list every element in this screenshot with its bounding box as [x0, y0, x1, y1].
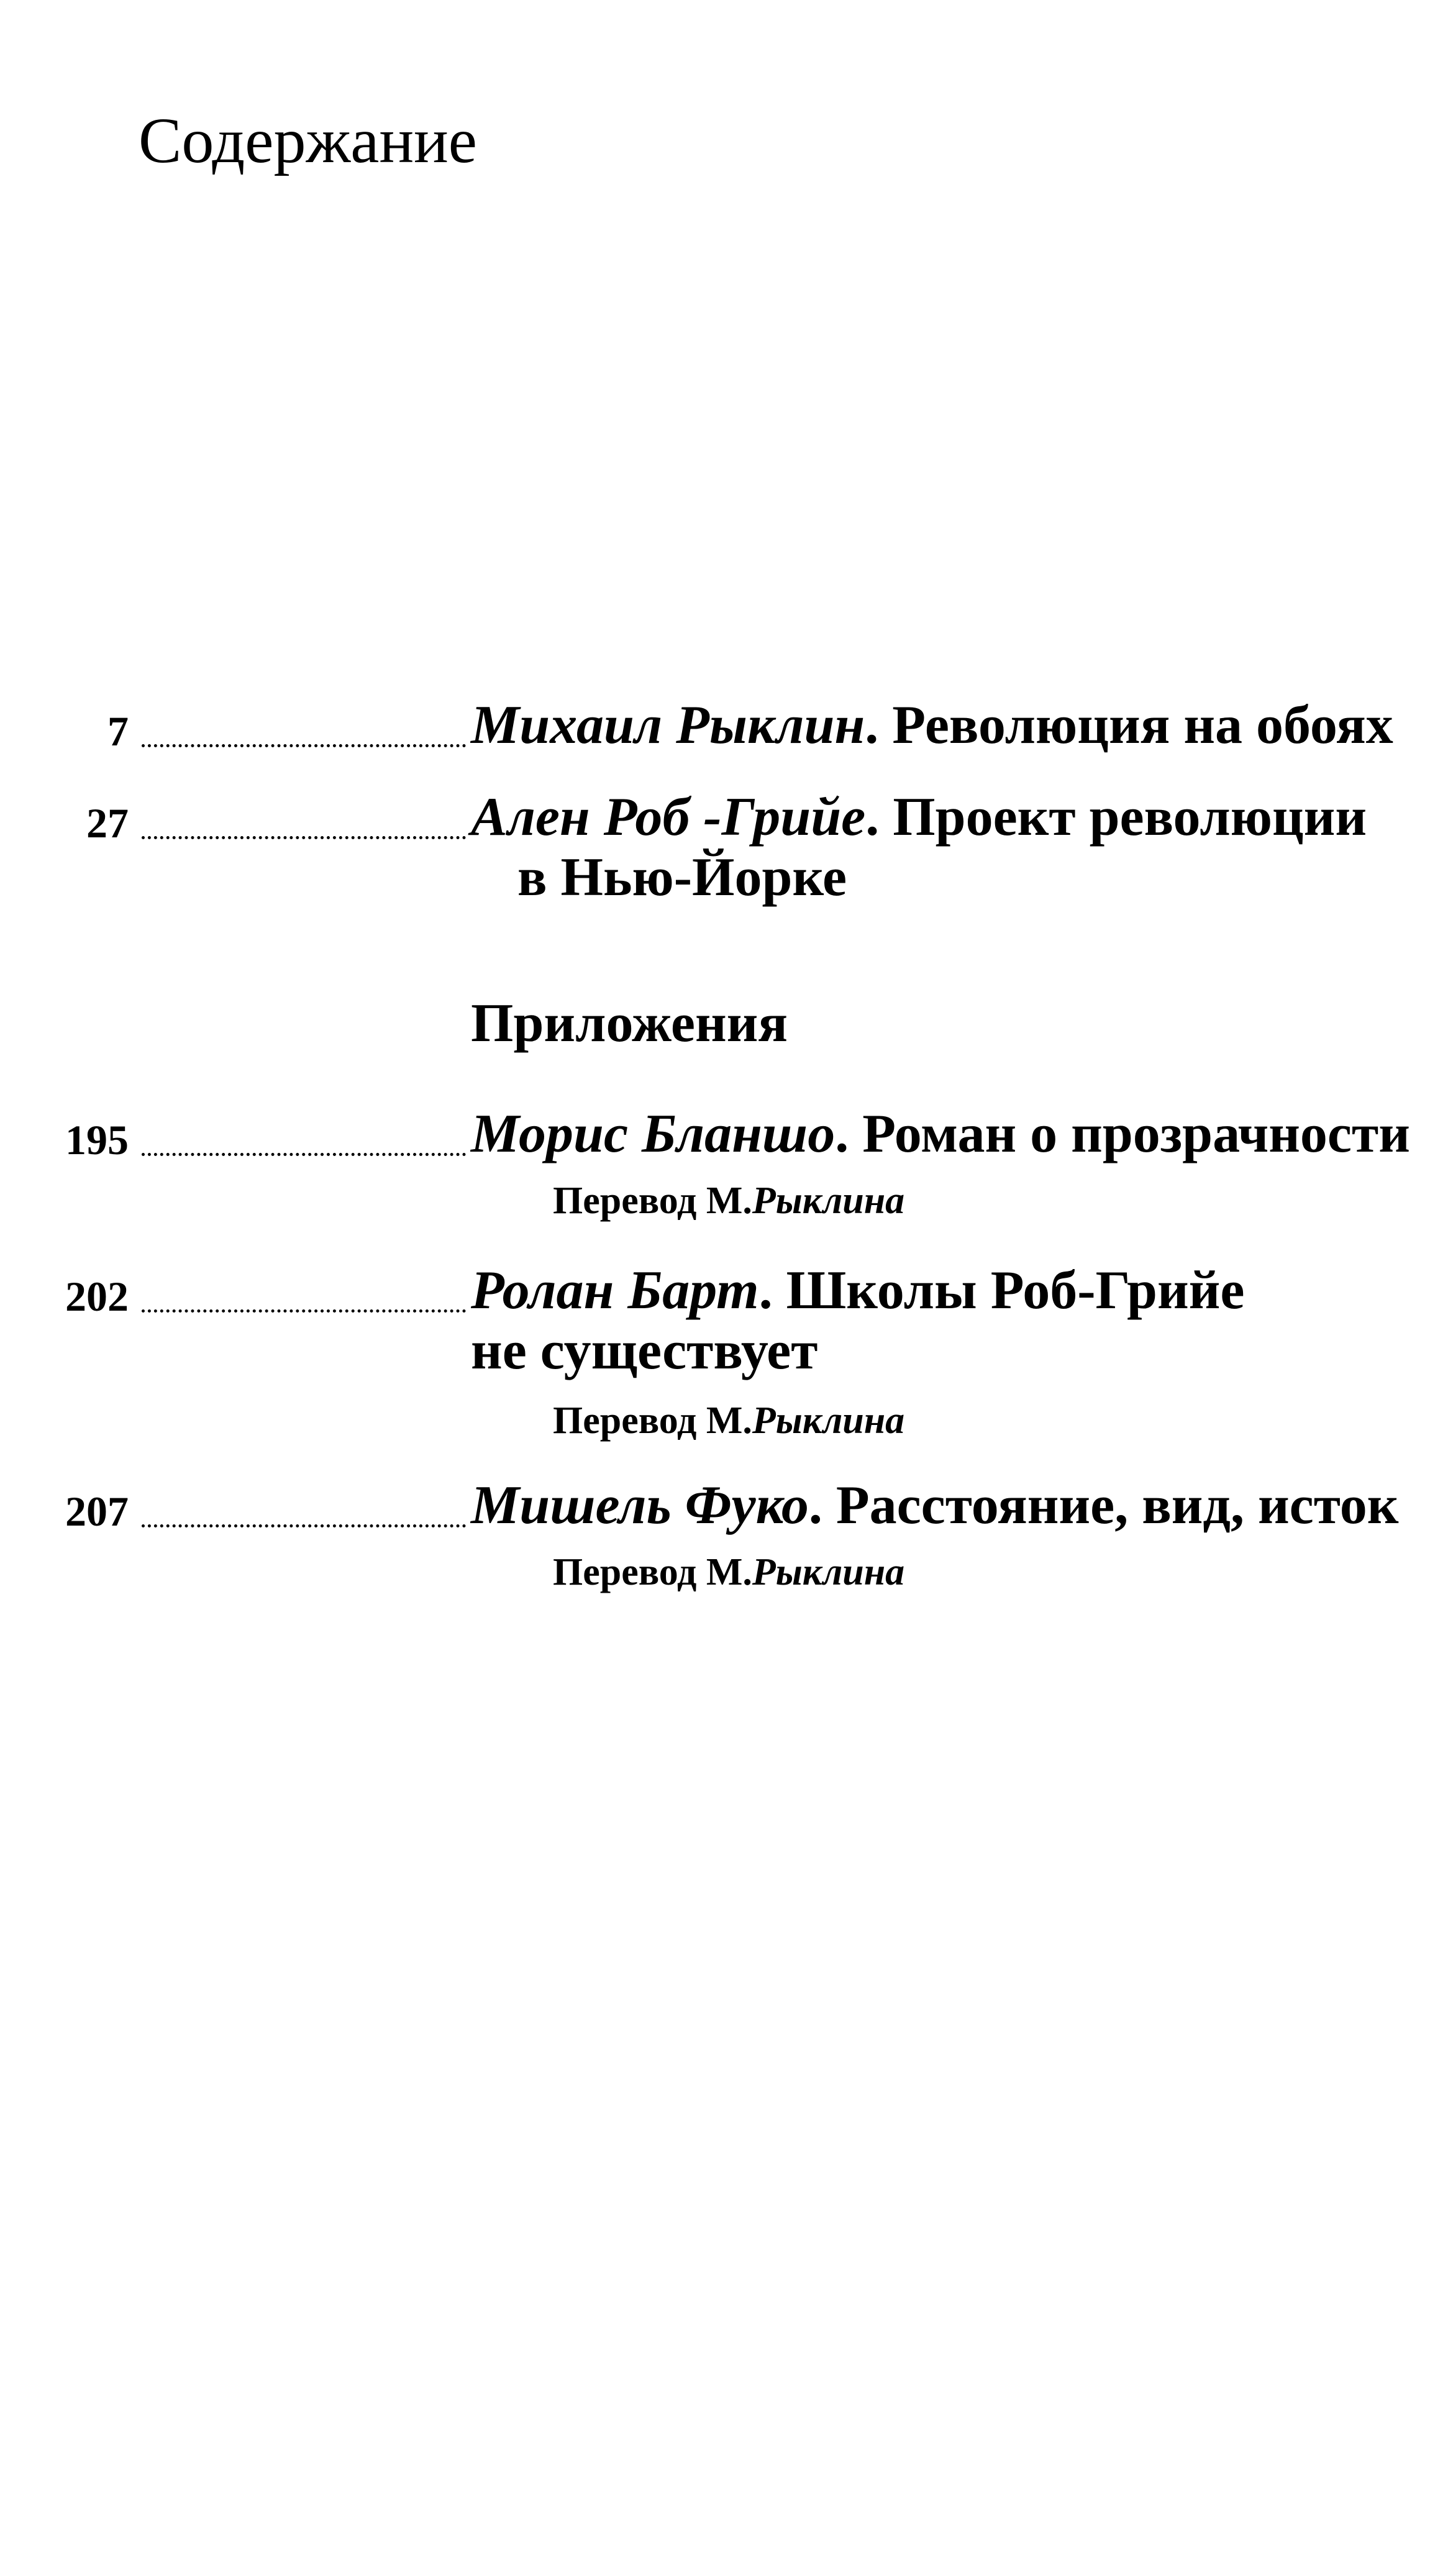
- entry-author: Ролан Барт: [471, 1260, 759, 1321]
- entry-title: [471, 1104, 1410, 1165]
- translator-credit: [553, 1179, 904, 1223]
- entry-title-text: . Школы Роб-Грийе: [758, 1260, 1245, 1321]
- translator-name: Рыклина: [752, 1551, 905, 1593]
- dot-leader: [142, 1153, 466, 1156]
- dot-leader: [142, 836, 466, 839]
- section-heading: Приложения: [471, 993, 788, 1054]
- entry-title-continuation: не существует: [471, 1320, 818, 1381]
- page-number: 195: [65, 1116, 129, 1163]
- translator-name: Рыклина: [752, 1180, 905, 1222]
- entry-title-text: . Революция на обоях: [865, 695, 1393, 755]
- translator-label: Перевод М.: [553, 1180, 752, 1222]
- translator-label: Перевод М.: [553, 1551, 752, 1593]
- entry-title-text: . Роман о прозрачности: [835, 1104, 1410, 1164]
- dot-leader: [142, 1524, 466, 1527]
- translator-credit: [553, 1399, 904, 1443]
- dot-leader: [142, 1309, 466, 1313]
- entry-title-text: . Проект революции: [865, 787, 1367, 847]
- page-number: 27: [86, 799, 129, 847]
- translator-label: Перевод М.: [553, 1400, 752, 1442]
- page-title: Содержание: [139, 105, 477, 176]
- entry-title-continuation: в Нью-Йорке: [517, 847, 847, 908]
- entry-title: [471, 1261, 1244, 1381]
- page-number: 202: [65, 1273, 129, 1320]
- page-number: 207: [65, 1488, 129, 1535]
- translator-name: Рыклина: [752, 1400, 905, 1442]
- entry-title: [471, 788, 1367, 908]
- page-number: 7: [107, 708, 129, 755]
- entry-author: Ален Роб -Грийе: [471, 787, 866, 847]
- entry-author: Михаил Рыклин: [471, 695, 865, 755]
- entry-author: Морис Бланшо: [471, 1104, 836, 1164]
- entry-title: [471, 696, 1393, 756]
- entry-title-text: . Расстояние, вид, исток: [808, 1475, 1399, 1536]
- entry-title: [471, 1476, 1398, 1536]
- dot-leader: [142, 744, 466, 747]
- entry-author: Мишель Фуко: [471, 1475, 809, 1536]
- translator-credit: [553, 1550, 904, 1595]
